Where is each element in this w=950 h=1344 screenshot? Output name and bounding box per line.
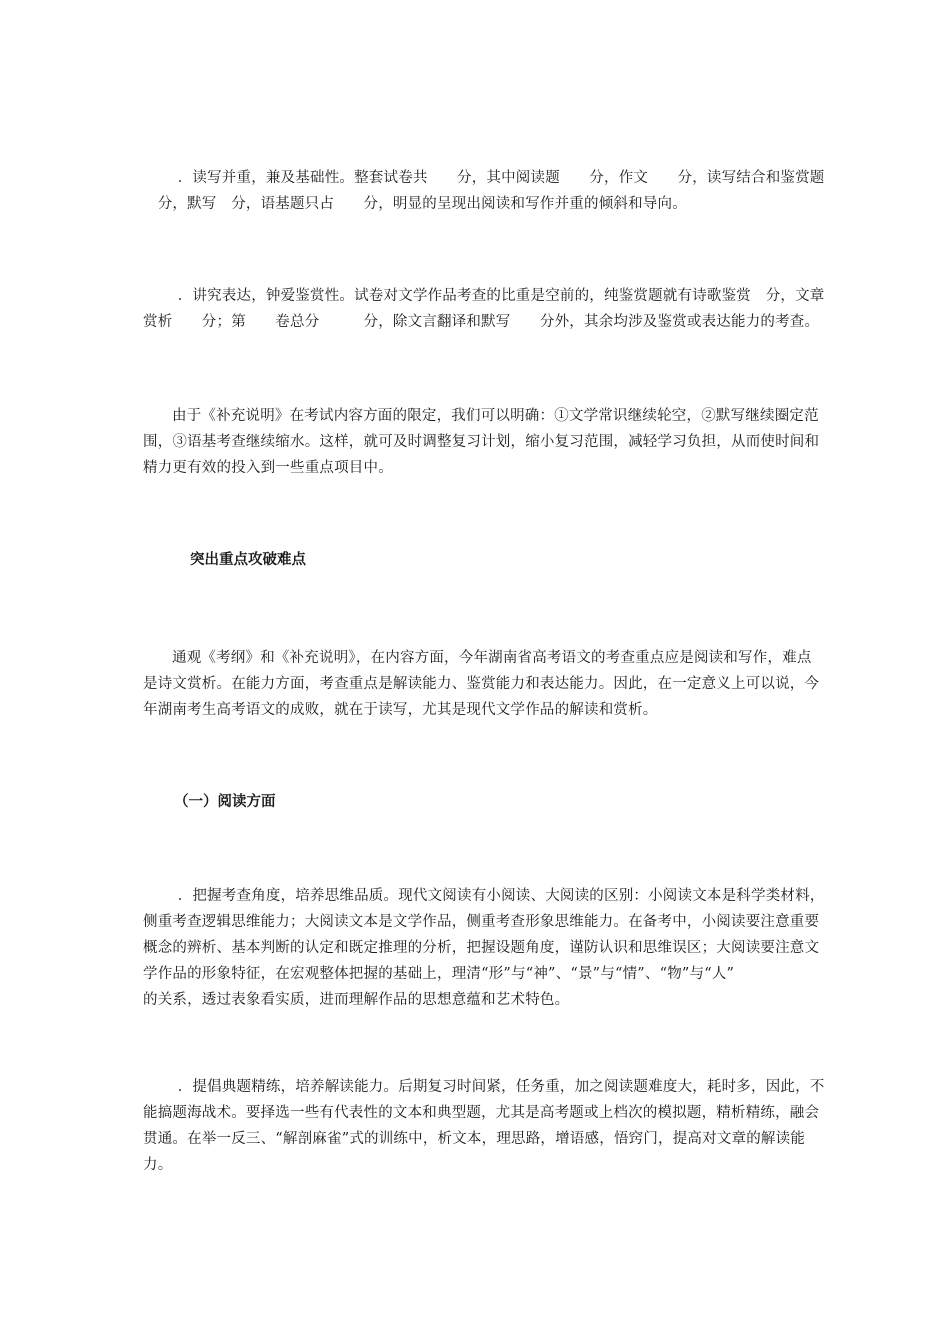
paragraph-reading-angle	[143, 883, 825, 1013]
section-heading: 突出重点攻破难点	[190, 551, 306, 568]
text-line: 力。	[143, 1157, 173, 1173]
text-line: 由于《补充说明》在考试内容方面的限定，我们可以明确：①文学常识继续轮空，②默写继续圈定范	[172, 408, 819, 424]
text-line: 学作品的形象特征，在宏观整体把握的基础上，理清“形”与“神”、“景”与“情”、“物”与“人”	[143, 966, 735, 982]
subsection-heading: （一）阅读方面	[174, 793, 276, 810]
text-line: 侧重考查逻辑思维能力；大阅读文本是文学作品，侧重考查形象思维能力。在备考中，小阅读要注意重要	[143, 914, 820, 930]
text-line: ．提倡典题精练，培养解读能力。后期复习时间紧，任务重，加之阅读题难度大，耗时多，因此，不	[163, 1079, 825, 1095]
paragraph-practice	[143, 1074, 825, 1178]
text-line: ．把握考查角度，培养思维品质。现代文阅读有小阅读、大阅读的区别：小阅读文本是科学类材料，	[163, 888, 825, 904]
paragraph-expression	[143, 283, 825, 335]
text-line: 年湖南考生高考语文的成败，就在于读写，尤其是现代文学作品的解读和赏析。	[143, 702, 658, 718]
text-line: 精力更有效的投入到一些重点项目中。	[143, 460, 393, 476]
text-line: 通观《考纲》和《补充说明》，在内容方面，今年湖南省高考语文的考查重点应是阅读和写作，难点	[172, 650, 812, 666]
text-line: 能搞题海战术。要择选一些有代表性的文本和典型题，尤其是高考题或上档次的模拟题，精析精练，融会	[143, 1105, 820, 1121]
paragraph-supplement	[143, 403, 820, 481]
paragraph-overview	[143, 645, 820, 723]
text-line: 是诗文赏析。在能力方面，考查重点是解读能力、鉴赏能力和表达能力。因此，在一定意义上可以说，今	[143, 676, 820, 692]
text-line: 贯通。在举一反三、“解剖麻雀”式的训练中，析文本，理思路，增语感，悟窍门，提高对文章的解读能	[143, 1131, 806, 1147]
text-line: 赏析 分；第 卷总分 分，除文言翻译和默写 分外，其余均涉及鉴赏或表达能力的考查。	[143, 314, 820, 330]
text-line: 的关系，透过表象看实质，进而理解作品的思想意蕴和艺术特色。	[143, 992, 570, 1008]
text-line: ．讲究表达，钟爱鉴赏性。试卷对文学作品考查的比重是空前的，纯鉴赏题就有诗歌鉴赏 分，文章	[163, 288, 825, 304]
paragraph-reading-writing	[143, 165, 825, 217]
text-line: ．读写并重，兼及基础性。整套试卷共 分，其中阅读题 分，作文 分，读写结合和鉴赏题	[163, 170, 825, 186]
text-line: 围，③语基考查继续缩水。这样，就可及时调整复习计划，缩小复习范围，减轻学习负担，从而使时间和	[143, 434, 820, 450]
text-line: 分，默写 分，语基题只占 分，明显的呈现出阅读和写作并重的倾斜和导向。	[143, 196, 687, 212]
text-line: 概念的辨析、基本判断的认定和既定推理的分析，把握设题角度，谨防认识和思维误区；大阅读要注意文	[143, 940, 820, 956]
